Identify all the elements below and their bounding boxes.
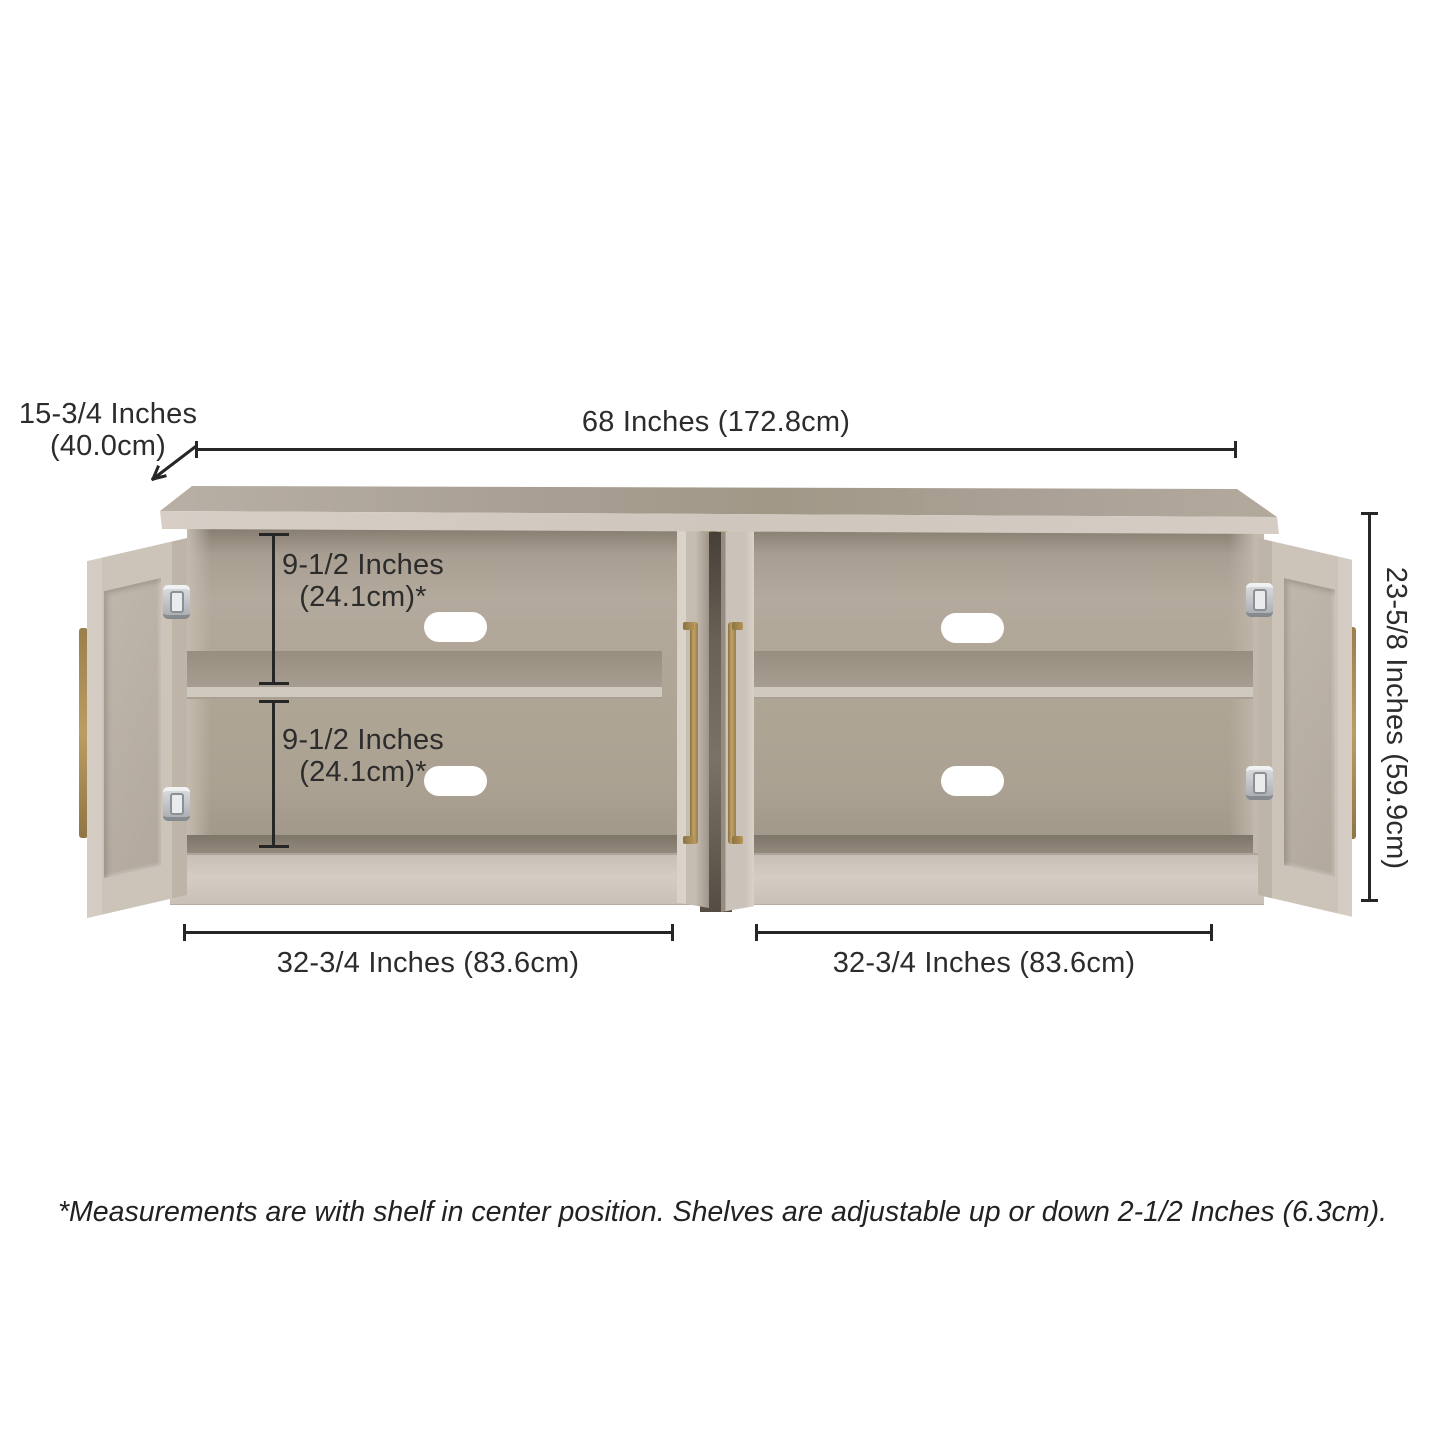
center-left-door-handle xyxy=(690,622,698,844)
center-right-door-handle xyxy=(728,622,736,844)
depth-dimension-label xyxy=(19,398,197,462)
left-door-upper-hinge-icon xyxy=(163,585,190,619)
upper-shelf-dimension-label xyxy=(282,549,444,613)
cable-cutout-upper-left xyxy=(424,612,487,642)
width-dimension-line xyxy=(195,448,1237,451)
height-dimension-line xyxy=(1368,512,1371,902)
lower-shelf-dimension-label xyxy=(282,724,444,788)
left-shelf-front-edge xyxy=(187,687,662,699)
cable-cutout-lower-right xyxy=(941,766,1004,796)
right-shelf-front-edge xyxy=(748,687,1253,699)
left-compartment-dimension-label: 32-3/4 Inches (83.6cm) xyxy=(276,947,580,979)
depth-dimension-line1: 15-3/4 Inches xyxy=(18,398,198,430)
right-shelf xyxy=(748,651,1253,697)
right-compartment-dimension-label: 32-3/4 Inches (83.6cm) xyxy=(832,947,1136,979)
depth-dimension-line2: (40.0cm) xyxy=(49,430,167,462)
upper-shelf-dimension-line1: 9-1/2 Inches xyxy=(282,549,444,581)
height-dimension-label: 23-5/8 Inches (59.9cm) xyxy=(1380,566,1412,870)
cable-cutout-upper-right xyxy=(941,613,1004,643)
center-right-door xyxy=(721,530,754,912)
width-dimension-label: 68 Inches (172.8cm) xyxy=(581,406,851,438)
right-door-upper-hinge-icon xyxy=(1246,583,1273,617)
right-compartment-dimension-line xyxy=(755,931,1213,934)
left-compartment-dimension-line xyxy=(183,931,674,934)
right-door-panel xyxy=(1284,578,1335,877)
lower-shelf-dimension-line xyxy=(272,700,275,848)
left-door-panel xyxy=(104,578,161,878)
left-door-lower-hinge-icon xyxy=(163,787,190,821)
upper-shelf-dimension-line xyxy=(272,533,275,685)
lower-shelf-dimension-line2: (24.1cm)* xyxy=(299,756,427,788)
right-shelf-top xyxy=(748,651,1253,687)
lower-shelf-dimension-line1: 9-1/2 Inches xyxy=(282,724,444,756)
right-door-lower-hinge-icon xyxy=(1246,766,1273,800)
left-shelf xyxy=(187,651,662,697)
measurement-footnote: *Measurements are with shelf in center position. Shelves are adjustable up or down 2-1/2 Inches (6.3cm). xyxy=(57,1196,1388,1228)
upper-shelf-dimension-line2: (24.1cm)* xyxy=(299,581,427,613)
